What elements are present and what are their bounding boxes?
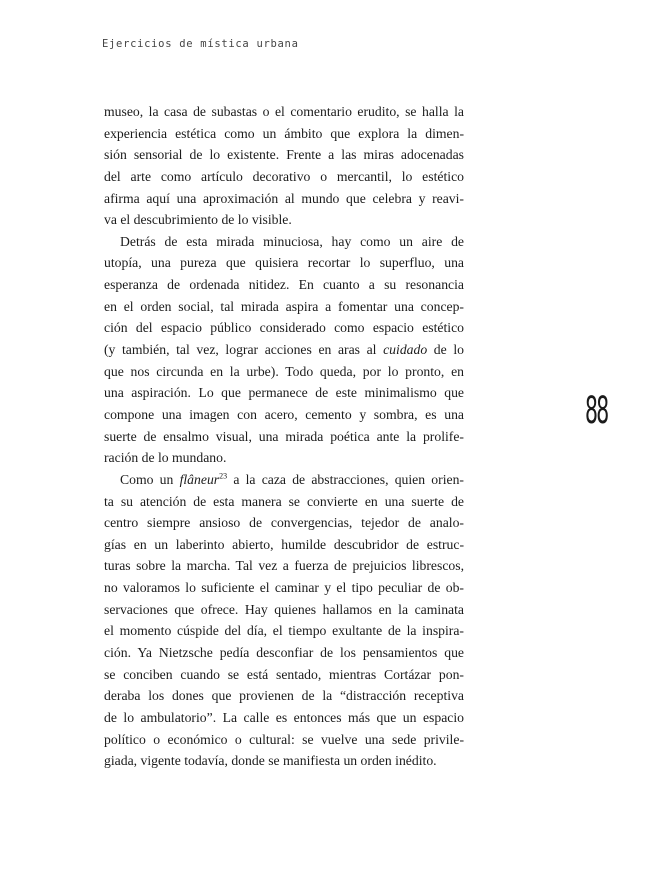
text-segment: compone una imagen con acero, cemento y sombra, es una — [104, 406, 464, 422]
text-line — [104, 317, 464, 339]
body-text — [104, 101, 464, 772]
text-line — [104, 209, 464, 231]
text-line — [104, 729, 464, 751]
text-segment: de lo — [427, 342, 464, 358]
text-line — [104, 469, 464, 491]
text-line — [104, 426, 464, 448]
text-segment: experiencia estética como un ámbito que explora la dimen- — [104, 125, 464, 141]
text-line — [104, 252, 464, 274]
text-segment: esperanza de ordenada nitidez. En cuanto a su resonancia — [104, 277, 464, 293]
text-segment: gías en un laberinto abierto, humilde descubridor de estruc- — [104, 536, 464, 552]
text-segment: ción. Ya Nietzsche pedía desconfiar de los pensamientos que — [104, 645, 464, 661]
text-segment: sión sensorial de lo existente. Frente a las miras adocenadas — [104, 147, 464, 163]
text-segment: Como un — [120, 471, 180, 487]
text-line — [104, 296, 464, 318]
text-line — [104, 101, 464, 123]
text-segment: ta su atención de esta manera se convierte en una suerte de — [104, 493, 464, 509]
footnote-ref: 23 — [219, 471, 228, 481]
text-line — [104, 534, 464, 556]
text-line — [104, 166, 464, 188]
text-line — [104, 512, 464, 534]
italic-term: cuidado — [383, 342, 428, 358]
text-line — [104, 188, 464, 210]
text-line — [104, 642, 464, 664]
text-segment: afirma aquí una aproximación al mundo que celebra y reavi- — [104, 190, 464, 206]
text-segment: turas sobre la marcha. Tal vez a fuerza de prejuicios librescos, — [104, 558, 464, 574]
text-segment: (y también, tal vez, lograr acciones en aras al — [104, 342, 384, 358]
text-segment: político o económico o cultural: se vuelve una sede privile- — [104, 731, 464, 747]
text-line — [104, 599, 464, 621]
text-segment: que nos circunda en la urbe). Todo queda, por lo pronto, en — [104, 363, 464, 379]
text-segment: deraba los dones que provienen de la “distracción receptiva — [104, 688, 464, 704]
italic-term: flâneur — [179, 471, 220, 487]
text-line — [104, 339, 464, 361]
text-line — [104, 447, 464, 469]
text-line — [104, 707, 464, 729]
text-segment: va el descubrimiento de lo visible. — [104, 212, 292, 228]
text-line — [104, 664, 464, 686]
text-line — [104, 750, 464, 772]
text-line — [104, 555, 464, 577]
text-line — [104, 577, 464, 599]
page-number: 88 — [585, 389, 608, 432]
text-segment: no valoramos lo suficiente el caminar y el tipo peculiar de ob- — [104, 580, 464, 596]
text-line — [104, 685, 464, 707]
text-segment: se conciben cuando se está sentado, mientras Cortázar pon- — [104, 666, 464, 682]
text-line — [104, 404, 464, 426]
text-segment: el momento cúspide del día, el tiempo exultante de la inspira- — [104, 623, 464, 639]
text-segment: utopía, una pureza que quisiera recortar lo superfluo, una — [104, 255, 464, 271]
text-segment: de lo ambulatorio”. La calle es entonces más que un espacio — [104, 709, 464, 725]
text-line — [104, 274, 464, 296]
running-head: Ejercicios de mística urbana — [102, 38, 299, 50]
text-segment: una aspiración. Lo que permanece de este minimalismo que — [104, 385, 464, 401]
text-line — [104, 123, 464, 145]
text-line — [104, 491, 464, 513]
text-line — [104, 382, 464, 404]
text-segment: a la caza de abstracciones, quien orien- — [227, 471, 464, 487]
text-line — [104, 144, 464, 166]
text-segment: del arte como artículo decorativo o mercantil, lo estético — [104, 168, 464, 184]
text-segment: centro siempre ansioso de convergencias, tejedor de analo- — [104, 515, 464, 531]
text-segment: en el orden social, tal mirada aspira a fomentar una concep- — [104, 298, 464, 314]
text-segment: suerte de ensalmo visual, una mirada poética ante la prolife- — [104, 428, 464, 444]
text-line — [104, 361, 464, 383]
text-segment: Detrás de esta mirada minuciosa, hay como un aire de — [120, 233, 464, 249]
text-segment: servaciones que ofrece. Hay quienes hallamos en la caminata — [104, 601, 464, 617]
text-line — [104, 231, 464, 253]
text-segment: giada, vigente todavía, donde se manifiesta un orden inédito. — [104, 753, 437, 769]
text-line — [104, 620, 464, 642]
text-segment: ración de lo mundano. — [104, 450, 227, 466]
text-segment: museo, la casa de subastas o el comentario erudito, se halla la — [104, 104, 464, 119]
text-segment: ción del espacio público considerado como espacio estético — [104, 320, 464, 336]
